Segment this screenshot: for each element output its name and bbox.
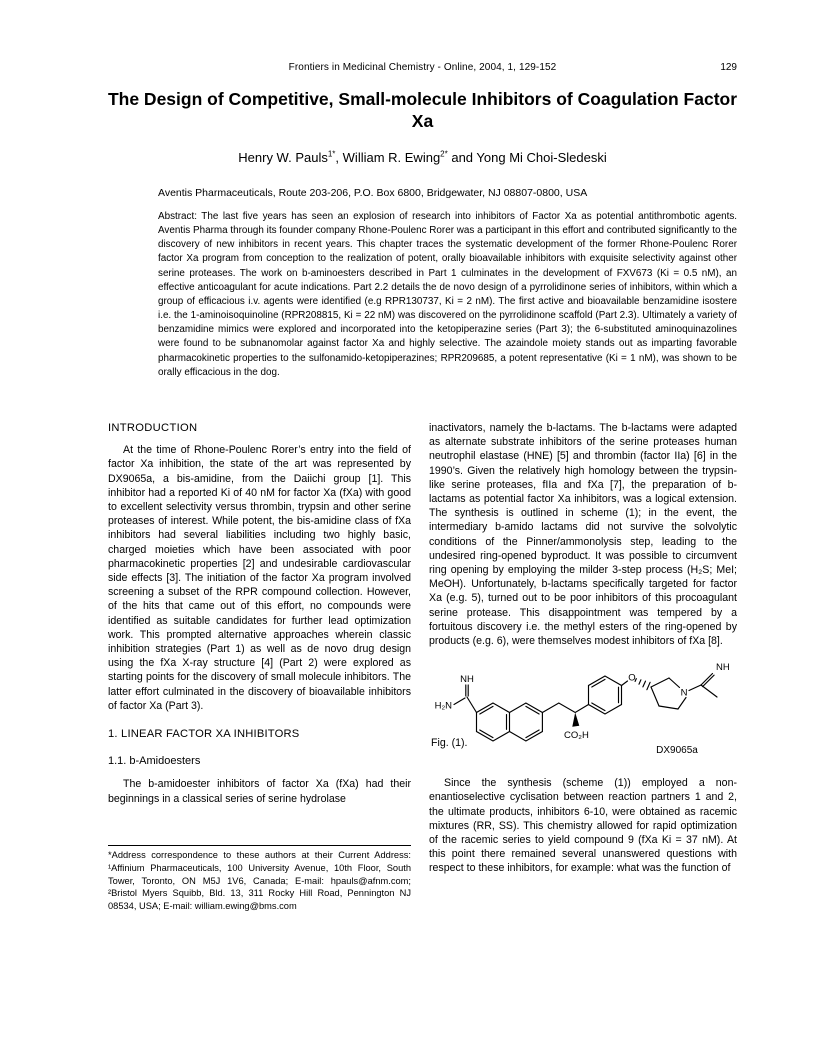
ether-oxygen-group — [622, 673, 651, 690]
atom-label-n: N — [680, 687, 688, 699]
naphthalene-ring — [477, 703, 543, 741]
abstract-text: The last five years has seen an explosion of research into inhibitors of Factor Xa as potential antithrombotic agents. Aventis Pharma through its founder company Rhone-Poulenc Rorer was a participant in this effort and contributed significantly to the discovery of new inhibitors in recent years. This chapter traces the systematic development of the former Rhone-Poulenc Rorer factor Xa program from conception to the realization of potent, orally bioavailable inhibitors with exquisite selectivity against other serine proteases. The work on b-aminoesters described in Part 1 culminates in the development of FXV673 (Ki = 0.5 nM), an effective anticoagulant for acute indications. Part 2.2 details the de novo design of a pyrrolidinone series of inhibitors, within which a group of efficacious i.v. agents were identified (e.g RPR130737, Ki = 2 nM). The first active and bioavailable benzamidine isostere i.e. the 1-aminoisoquinoline (RPR208815, Ki = 22 nM) was discovered on the pyrrolidinone scaffold (Part 2.3). Ultimately a variety of benzamidine mimics were explored and incorporated into the ketopiperazine series (Part 3); the 6-substituted aminoquinazolines were found to be subnanomolar against factor Xa and highly selective. The azaindole moiety stands out as imparting favorable pharmacokinetic properties to the sulfonamido-ketopiperazines; RPR209685, a potent representative (Ki = 1 nM), was shown to be orally efficacious in the dog. — [158, 211, 737, 378]
linker-group — [542, 703, 589, 741]
atom-label-o: O — [628, 672, 636, 684]
atom-label-h2n: H₂N — [434, 700, 452, 712]
hash-bond — [635, 679, 650, 690]
acetamidine-group — [689, 662, 730, 697]
left-column — [108, 421, 411, 806]
compound-label: DX9065a — [656, 745, 698, 757]
author-2: William R. Ewing — [342, 150, 441, 165]
section-1-1-paragraph: The b-amidoester inhibitors of factor Xa (fXa) had their beginnings in a classical series of serine hydrolase — [108, 778, 411, 805]
section-heading-1-1: 1.1. b-Amidoesters — [108, 755, 201, 768]
right-column — [429, 421, 737, 876]
introduction-paragraph: At the time of Rhone-Poulenc Rorer’s entry into the field of factor Xa inhibition, the state of the art was represented by DX9065a, a bis-amidine, from the Daiichi group [1]. This inhibitor had a reported Ki of 40 nM for factor Xa (fXa) with good to excellent selectivity versus thrombin, trypsin and other serine proteases of interest. While potent, the bis-amidine class of fXa inhibitors had several liabilities including two highly basic, charged moieties which have been associated with poor pharmacokinetic properties [2] and undesirable cardiovascular side effects [3]. The initiation of the factor Xa program involved screening a subset of the RPR compound collection. However, of the hits that came out of this effort, no compounds were identified as suitable candidates for further lead optimization work. This prompted alternative approaches wherein classic inhibition strategies (Part 1) as well as de novo drug design using the fXa X-ray structure [4] (Part 2) were explored as starting points for the discovery of small molecule inhibitors. The latter effort culminated in the discovery of bioavailable inhibitors of factor Xa (Part 3). — [108, 444, 411, 712]
correspondence-footnote: *Address correspondence to these authors at their Current Address: ¹Affinium Pharmaceuticals, 100 University Avenue, 10th Floor, South Tower, Toronto, ON M5J 1V6, Canada; E-mail: hpauls@afnm.com; ²Bristol Myers Squibb, Bld. 13, 311 Rocky Hill Road, Pennington NJ 08534, USA; E-mail: william.ewing@bms.com — [108, 845, 411, 913]
author-separator: , — [335, 150, 343, 165]
atom-label-nh-left: NH — [460, 674, 474, 686]
author-line — [108, 150, 737, 165]
author-2-superscript: 2* — [440, 149, 448, 159]
section-heading-1: 1. LINEAR FACTOR XA INHIBITORS — [108, 728, 300, 741]
phenyl-ring — [589, 676, 622, 714]
atom-label-nh-right: NH — [716, 662, 730, 674]
atom-label-co2h: CO₂H — [564, 730, 589, 742]
page-number: 129 — [720, 62, 737, 73]
wedge-bond — [572, 713, 579, 727]
author-1: Henry W. Pauls — [238, 150, 328, 165]
pyrrolidine-ring — [651, 678, 688, 709]
dx9065a-structure — [429, 652, 739, 764]
affiliation: Aventis Pharmaceuticals, Route 203-206, P.O. Box 6800, Bridgewater, NJ 08807-0800, USA — [158, 187, 588, 199]
author-3: and Yong Mi Choi-Sledeski — [447, 150, 607, 165]
running-header: Frontiers in Medicinal Chemistry - Online, 2004, 1, 129-152 — [288, 62, 557, 73]
figure-caption: Fig. (1). — [431, 737, 468, 750]
page-title: The Design of Competitive, Small-molecule Inhibitors of Coagulation Factor Xa — [107, 89, 738, 131]
abstract — [158, 210, 737, 380]
section-heading-introduction: INTRODUCTION — [108, 422, 198, 434]
abstract-label: Abstract: — [158, 211, 197, 222]
amidine-group — [435, 674, 477, 713]
figure-1 — [429, 652, 737, 768]
body-paragraph-2: Since the synthesis (scheme (1)) employed a non-enantioselective cyclisation between reaction partners 1 and 2, the ultimate products, inhibitors 6-10, were obtained as racemic mixtures (RR, SS). This chemistry allowed for rapid optimization of the racemic series to yield compound 9 (fXa Ki = 37 nM). At this point there remained several unanswered questions with respect to these inhibitors, for example: what was the function of — [429, 777, 737, 875]
author-1-superscript: 1* — [327, 149, 336, 159]
body-paragraph-1: inactivators, namely the b-lactams. The b-lactams were adapted as alternate substrate inhibitors of the serine proteases human neutrophil elastase (HNE) [5] and thrombin (factor IIa) [6] in the 1990’s. Given the relatively high homology between the trypsin-like serine proteases, fIIa and fXa [7], the preparation of b-lactams as potential factor Xa inhibitors, was a logical extension. The synthesis is outlined in scheme (1); in the event, the intermediary b-amido lactams did not survive the solvolytic conditions of the Pinner/ammonolysis step, leading to the undesired ring-opened byproduct. It was possible to circumvent ring opening by employing the milder 3-step process (H₂S; MeI; MeOH). Unfortunately, b-lactams specifically targeted for factor Xa (e.g. 5), turned out to be poor inhibitors of this procoagulant serine protease. This disappointment was tempered by a fortuitous discovery i.e. the methyl esters of the ring-opened by products (e.g. 6), were themselves modest inhibitors of fXa [8]. — [429, 422, 737, 648]
